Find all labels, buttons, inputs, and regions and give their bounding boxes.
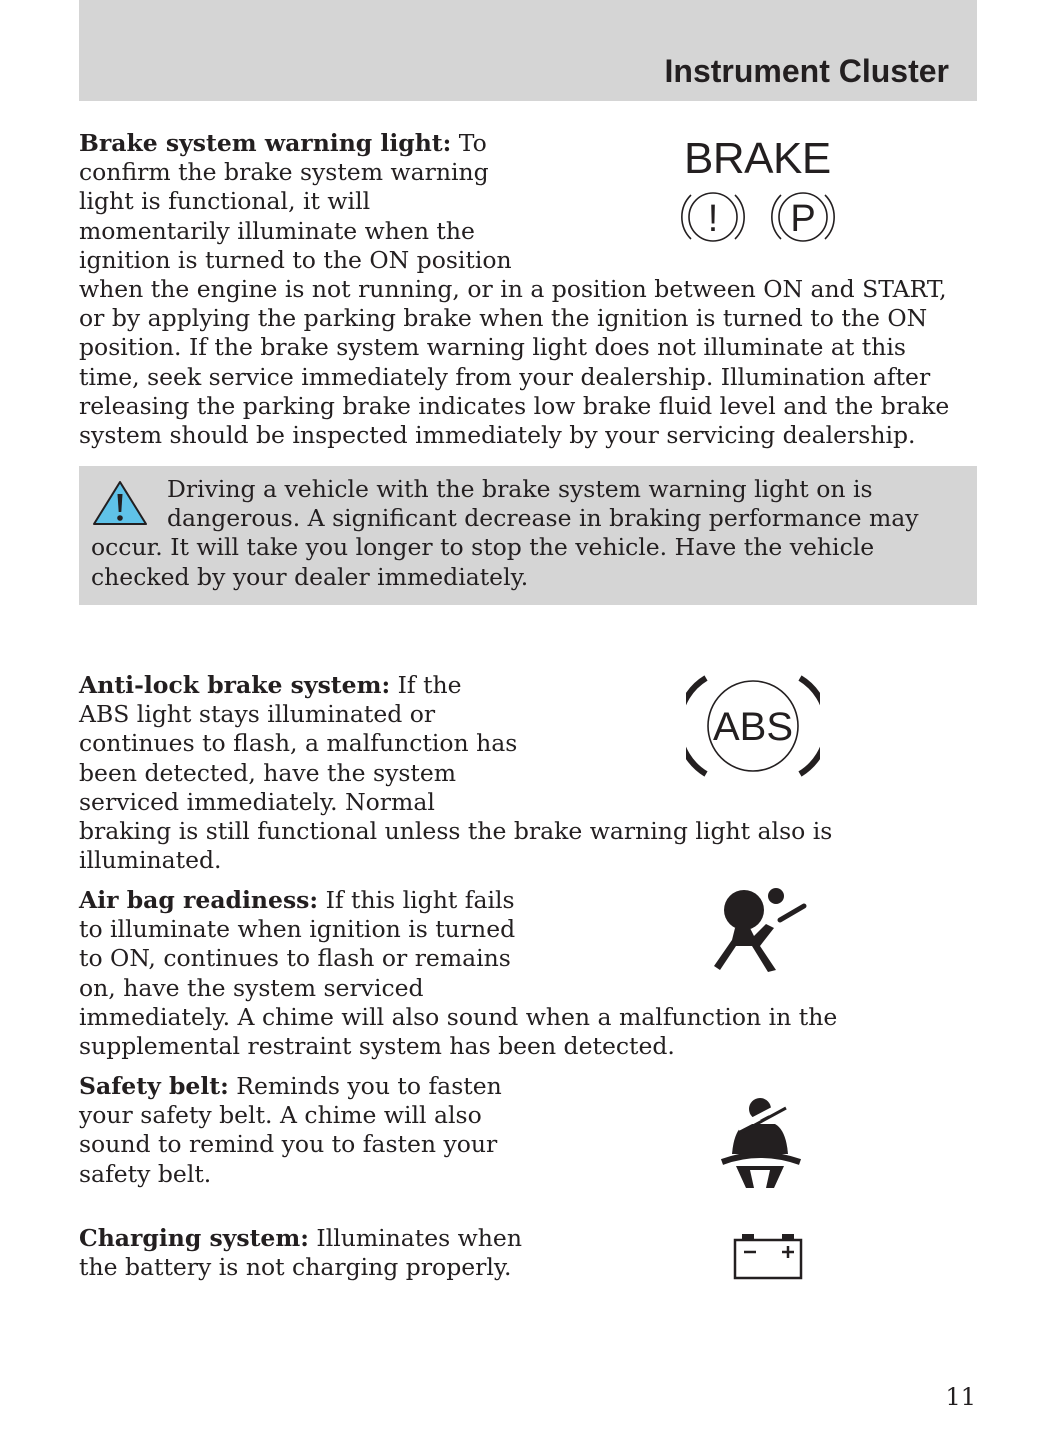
header-band [79, 0, 977, 101]
text-line: position. If the brake system warning light does not illuminate at this [79, 333, 906, 362]
text-line: ignition is turned to the ON position [79, 245, 512, 274]
belt-section-text [79, 1072, 502, 1189]
text-line: been detected, have the system [79, 758, 457, 787]
text-line: Brake system warning light: To [79, 129, 487, 157]
text-line: Charging system: Illuminates when [79, 1224, 522, 1252]
text-line: the battery is not charging properly. [79, 1253, 512, 1282]
text-line: light is functional, it will [79, 187, 371, 216]
text-line: dangerous. A significant decrease in braking performance may [167, 504, 919, 533]
text-line: occur. It will take you longer to stop the vehicle. Have the vehicle [91, 533, 875, 562]
text-line: system should be inspected immediately by your servicing dealership. [79, 421, 916, 450]
brake-heading: Brake system warning light: [79, 129, 452, 157]
text-line: Anti-lock brake system: If the [79, 671, 462, 699]
text-line: momentarily illuminate when the [79, 216, 475, 245]
text-line: sound to remind you to fasten your [79, 1130, 498, 1159]
warning-text [91, 475, 919, 592]
text-line: or by applying the parking brake when the ignition is turned to the ON [79, 304, 928, 333]
text-line: ABS light stays illuminated or [79, 700, 436, 729]
text-line: Driving a vehicle with the brake system warning light on is [167, 475, 873, 503]
abs-icon-label: ABS [712, 705, 794, 749]
text-line: to ON, continues to flash or remains [79, 944, 511, 973]
text-line: Safety belt: Reminds you to fasten [79, 1072, 502, 1100]
airbag-heading: Air bag readiness: [79, 886, 319, 914]
text-line: continues to flash, a malfunction has [79, 729, 518, 758]
brake-warning-icon [676, 184, 842, 250]
charging-section-text [79, 1224, 522, 1282]
text-line: serviced immediately. Normal [79, 787, 435, 816]
text-line: on, have the system serviced [79, 973, 424, 1002]
text-line: checked by your dealer immediately. [91, 562, 529, 591]
text-line: supplemental restraint system has been detected. [79, 1032, 675, 1061]
text-line: safety belt. [79, 1159, 212, 1188]
text-line: your safety belt. A chime will also [79, 1101, 482, 1130]
charging-heading: Charging system: [79, 1224, 309, 1252]
text-line: to illuminate when ignition is turned [79, 915, 516, 944]
abs-heading: Anti-lock brake system: [79, 671, 391, 699]
page-title: Instrument Cluster [664, 53, 949, 89]
safety-belt-icon [718, 1096, 804, 1194]
warning-box [79, 466, 977, 605]
airbag-icon [706, 884, 810, 976]
parking-icon: P [790, 198, 816, 240]
text-line: illuminated. [79, 846, 222, 875]
text-line: confirm the brake system warning [79, 158, 489, 187]
text-line: immediately. A chime will also sound when a malfunction in the [79, 1002, 838, 1031]
exclamation-icon: ! [707, 198, 719, 240]
battery-icon [732, 1232, 804, 1282]
text-line: Air bag readiness: If this light fails [79, 886, 515, 914]
text-line: braking is still functional unless the brake warning light also is [79, 817, 833, 846]
abs-icon [686, 672, 820, 780]
text-line: releasing the parking brake indicates low brake fluid level and the brake [79, 391, 950, 420]
text-line: when the engine is not running, or in a position between ON and START, [79, 275, 947, 304]
text-line: time, seek service immediately from your dealership. Illumination after [79, 362, 931, 391]
page-number: 11 [945, 1383, 976, 1411]
belt-heading: Safety belt: [79, 1072, 229, 1100]
brake-icon-label: BRAKE [684, 134, 831, 183]
